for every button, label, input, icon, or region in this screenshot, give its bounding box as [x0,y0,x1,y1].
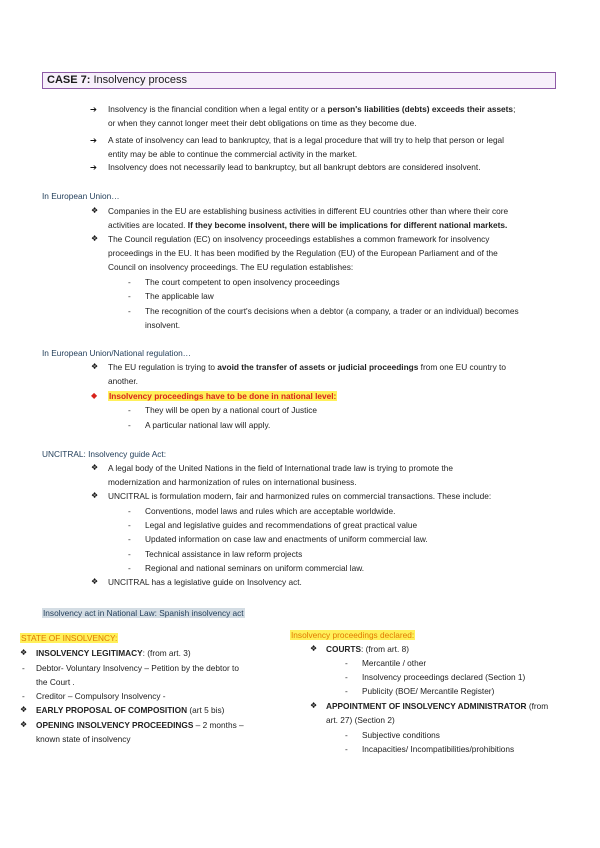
uncitral-bullet-1: A legal body of the United Nations in the field of International trade law is trying to promote the modernization and harmonization of rules on international business. [108,463,453,487]
spanish-act-heading: Insolvency act in National Law: Spanish insolvency act [43,608,244,618]
case-name: Insolvency process [93,74,188,86]
uncitral-bullet-2: UNCITRAL is formulation modern, fair and harmonized rules on commercial transactions. These include: [108,491,492,501]
diamond-bullet-icon: ❖ [20,720,28,729]
right-item-courts: COURTS: (from art. 8) [326,644,409,654]
diamond-bullet-icon: ❖ [91,463,99,472]
diamond-bullet-icon: ❖ [91,234,99,243]
uncitral-sub-item: Legal and legislative guides and recommendations of great practical value [145,520,418,530]
uncitral-bullet-3: UNCITRAL has a legislative guide on Insolvency act. [108,577,302,587]
diamond-bullet-icon: ❖ [20,705,28,714]
uncitral-sub-item: Regional and national seminars on uniform commercial law. [145,563,365,573]
proceedings-declared-heading: Insolvency proceedings declared: [291,630,415,640]
right-item-administrator: APPOINTMENT OF INSOLVENCY ADMINISTRATOR (from [326,701,549,711]
document-page: CASE 7: Insolvency process ➔ Insolvency is the financial condition when a legal entity or a person's liabilities (debts) exceeds their assets; or when they cannot longer meet their debt obligations on time as they become due. ➔ A state of insolvency can lead to bankruptcy, that is a legal procedure that will try to help that person or legal entity may be able to continue the commercial activity in the market. ➔ Insolvency does not necessarily lead to bankruptcy, but all bankrupt debtors are considered insolvent. In European Union… ❖ Companies in the EU are establishing business activities in different EU countries other than where their core activities are located. If they become insolvent, there will be implications for different national markets. ❖ The Council regulation (EC) on insolvency proceedings establishes a common framework for insolvency proceedings in the EU. It has been modified by the Regulation (EU) of the European Parliament and of the Council on insolvency proceedings. The EU regulation establishes: - The court competent to open insolvency proceedings - The applicable law - The recognition of the court's decisions when a debtor (a company, a trader or an individual) becomes insolvent. In European Union/National regulation… ❖ The EU regulation is trying to avoid the transfer of assets or judicial proceedings from one EU country to another. ◆ Insolvency proceedings have to be done in national level: - They will be open by a national court of Justice - A particular national law will apply. UNCITRAL: Insolvency guide Act: ❖ A legal body of the United Nations in the field of International trade law is trying to promote the modernization and harmonization of rules on international business. ❖ UNCITRAL is formulation modern, fair and harmonized rules on commercial transactions. These include: - Conventions, model laws and rules which are acceptable worldwide. - Legal and legislative guides and recommendations of great practical value - Updated information on case law and enactments of uniform commercial law. - Technical assistance in law reform projects - Regional and national seminars on uniform commercial law. ❖ UNCITRAL has a legislative guide on Insolvency act. Insolvency act in National Law: Spanish insolvency act STATE OF INSOLVENCY: ❖ INSOLVENCY LEGITIMACY: (from art. 3) - Debtor- Voluntary Insolvency – Petition by the debtor to the Court . - Creditor – Compulsory Insolvency - ❖ EARLY PROPOSAL OF COMPOSITION (art 5 bis) ❖ OPENING INSOLVENCY PROCEEDINGS – 2 months – known state of insolvency Insolvency proceedings declared: ❖ COURTS: (from art. 8) - Mercantile / other - Insolvency proceedings declared (Section 1) - Publicity (BOE/ Mercantile Register) ❖ APPOINTMENT OF INSOLVENCY ADMINISTRATOR (from art. 27) (Section 2) - Subjective conditions - Incapacities/ Incompatibilities/prohibitions [0,0,600,848]
administrator-sub-item: Subjective conditions [362,730,440,740]
courts-sub-item: Insolvency proceedings declared (Section 1) [362,672,526,682]
uncitral-sub-item: Technical assistance in law reform projects [145,549,303,559]
eu-national-sub-item: They will be open by a national court of Justice [145,405,318,415]
eu-national-sub-item: A particular national law will apply. [145,420,271,430]
eu-bullet-2: The Council regulation (EC) on insolvency proceedings establishes a common framework for insolvency proceedings in the EU. It has been modified by the Regulation (EU) of the European Parliament and of the Council on insolvency proceedings. The EU regulation establishes: [108,234,498,272]
eu-national-bullet-2: Insolvency proceedings have to be done in national level: [109,391,337,401]
eu-sub-item: The court competent to open insolvency proceedings [145,277,340,287]
right-item-administrator-cont: art. 27) (Section 2) [326,715,395,725]
diamond-bullet-icon: ❖ [310,701,318,710]
eu-sub-item: The recognition of the court's decisions when a debtor (a company, a trader or an individual) becomes insolvent. [145,306,519,330]
eu-national-heading: In European Union/National regulation… [42,348,191,358]
diamond-bullet-icon: ❖ [91,577,99,586]
case-title-box [42,72,556,89]
state-of-insolvency-heading: STATE OF INSOLVENCY: [21,633,118,643]
courts-sub-item: Publicity (BOE/ Mercantile Register) [362,686,495,696]
arrow-bullet-icon: ➔ [90,104,97,114]
left-item-legitimacy: INSOLVENCY LEGITIMACY: (from art. 3) [36,648,191,658]
left-item-opening: OPENING INSOLVENCY PROCEEDINGS – 2 months – known state of insolvency [36,720,244,744]
eu-bullet-1: Companies in the EU are establishing business activities in different EU countries other than where their core activities are located. If they become insolvent, there will be implications for different national markets. [108,206,509,230]
left-item-early-proposal: EARLY PROPOSAL OF COMPOSITION (art 5 bis) [36,705,225,715]
red-diamond-bullet-icon: ◆ [91,391,98,400]
eu-sub-item: The applicable law [145,291,214,301]
diamond-bullet-icon: ❖ [310,644,318,653]
left-item-debtor: Debtor- Voluntary Insolvency – Petition by the debtor to the Court . [36,663,239,687]
intro-bullet-3: Insolvency does not necessarily lead to bankruptcy, but all bankrupt debtors are considered insolvent. [108,162,481,172]
diamond-bullet-icon: ❖ [20,648,28,657]
administrator-sub-item: Incapacities/ Incompatibilities/prohibitions [362,744,515,754]
case-label: CASE 7: [47,74,91,86]
arrow-bullet-icon: ➔ [90,135,97,145]
uncitral-heading: UNCITRAL: Insolvency guide Act: [42,449,167,459]
arrow-bullet-icon: ➔ [90,162,97,172]
left-item-creditor: Creditor – Compulsory Insolvency - [36,691,166,701]
uncitral-sub-item: Updated information on case law and enactments of uniform commercial law. [145,534,428,544]
eu-national-bullet-1: The EU regulation is trying to avoid the transfer of assets or judicial proceedings from one EU country to another. [108,362,506,386]
diamond-bullet-icon: ❖ [91,491,99,500]
uncitral-sub-item: Conventions, model laws and rules which are acceptable worldwide. [145,506,396,516]
diamond-bullet-icon: ❖ [91,206,99,215]
diamond-bullet-icon: ❖ [91,362,99,371]
courts-sub-item: Mercantile / other [362,658,427,668]
intro-bullet-2: A state of insolvency can lead to bankruptcy, that is a legal procedure that will try to help that person or legal entity may be able to continue the commercial activity in the market. [108,135,505,159]
eu-heading: In European Union… [42,191,120,201]
intro-bullet-1: Insolvency is the financial condition when a legal entity or a person's liabilities (debts) exceeds their assets; or when they cannot longer meet their debt obligations on time as they become due. [108,104,516,128]
